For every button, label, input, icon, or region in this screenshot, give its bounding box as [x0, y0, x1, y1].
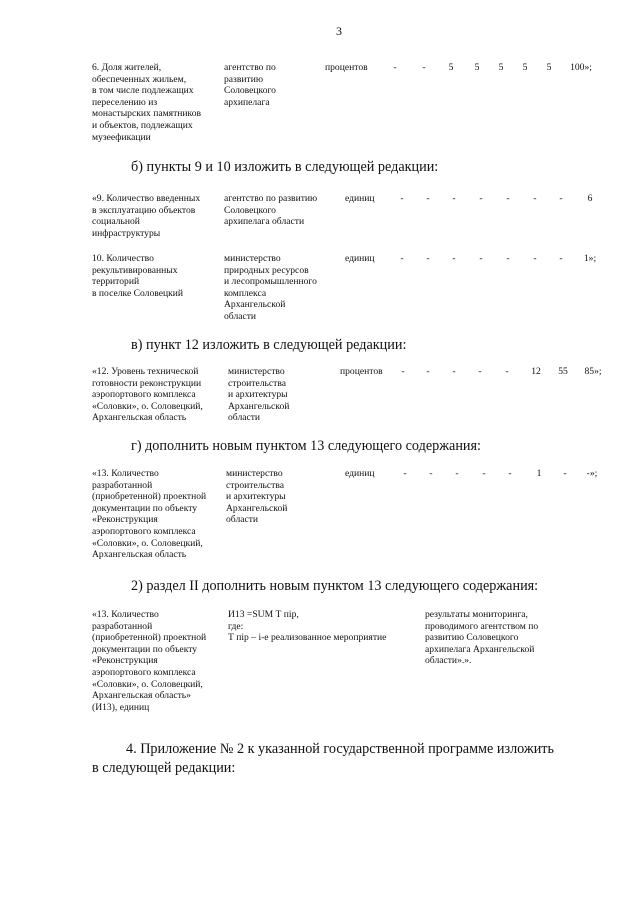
value-cell: - — [452, 366, 456, 377]
executor-cell: агентство по развитию Соловецкого архипелага — [224, 62, 276, 108]
value-cell: - — [452, 193, 456, 204]
section-heading-b: б) пункты 9 и 10 изложить в следующей редакции: — [131, 159, 439, 175]
page-number: 3 — [336, 24, 342, 38]
value-cell: - — [533, 253, 537, 264]
values-row — [0, 253, 640, 265]
value-cell: - — [400, 193, 404, 204]
source-cell: результаты мониторинга, проводимого агентством по развитию Соловецкого архипелага Архангельской области».». — [425, 609, 539, 667]
indicator-cell: «9. Количество введенных в эксплуатацию объектов социальной инфраструктуры — [92, 193, 201, 239]
value-cell: - — [563, 468, 567, 479]
value-cell: - — [426, 253, 430, 264]
value-cell: - — [479, 193, 483, 204]
value-cell: - — [533, 193, 537, 204]
section-heading-v: в) пункт 12 изложить в следующей редакции: — [131, 337, 407, 353]
value-cell: -»; — [586, 468, 598, 479]
value-cell: - — [559, 193, 563, 204]
value-cell: - — [506, 193, 510, 204]
value-cell: - — [505, 366, 509, 377]
value-cell: 6 — [587, 193, 593, 204]
value-cell: - — [479, 253, 483, 264]
unit-cell: единиц — [345, 468, 375, 479]
indicator-cell: «13. Количество разработанной (приобретенной) проектной документации по объекту «Реконструкция аэропортового комплекса «Соловки», о. Соловецкий, Архангельская область» (И13), единиц — [92, 609, 207, 713]
value-cell: 1 — [536, 468, 542, 479]
executor-cell: агентство по развитию Соловецкого архипелага области — [224, 193, 318, 228]
values-row — [0, 366, 640, 378]
value-cell: 55 — [558, 366, 568, 377]
value-cell: - — [426, 366, 430, 377]
section-heading-2: 2) раздел II дополнить новым пунктом 13 следующего содержания: — [131, 578, 539, 594]
values-row — [0, 62, 640, 74]
value-cell: - — [401, 366, 405, 377]
value-cell: 12 — [531, 366, 541, 377]
unit-cell: процентов — [325, 62, 368, 73]
value-cell: 85»; — [584, 366, 602, 377]
indicator-cell: 10. Количество рекультивированных территорий в поселке Соловецкий — [92, 253, 184, 299]
executor-cell: министерство строительства и архитектуры Архангельской области — [226, 468, 288, 526]
value-cell: 5 — [448, 62, 454, 73]
value-cell: 100»; — [570, 62, 592, 73]
values-row — [0, 468, 640, 480]
unit-cell: единиц — [345, 193, 375, 204]
indicator-cell: «13. Количество разработанной (приобретенной) проектной документации по объекту «Реконструкция аэропортового комплекса «Соловки», о. Соловецкий, Архангельская область — [92, 468, 207, 561]
indicator-cell: 6. Доля жителей, обеспеченных жильем, в том числе подлежащих переселению из монастырских памятников и объектов, подлежащих музеефикации — [92, 62, 202, 143]
value-cell: 5 — [522, 62, 528, 73]
value-cell: 5 — [474, 62, 480, 73]
value-cell: - — [400, 253, 404, 264]
value-cell: - — [403, 468, 407, 479]
value-cell: - — [426, 193, 430, 204]
value-cell: - — [452, 253, 456, 264]
value-cell: - — [559, 253, 563, 264]
values-row — [0, 193, 640, 205]
value-cell: - — [482, 468, 486, 479]
value-cell: - — [455, 468, 459, 479]
value-cell: - — [508, 468, 512, 479]
value-cell: 5 — [498, 62, 504, 73]
value-cell: 5 — [546, 62, 552, 73]
executor-cell: министерство строительства и архитектуры Архангельской области — [228, 366, 290, 424]
value-cell: - — [478, 366, 482, 377]
section-heading-g: г) дополнить новым пунктом 13 следующего содержания: — [131, 438, 481, 454]
value-cell: - — [422, 62, 426, 73]
formula-cell: И13 =SUM Т пip, где: Т пip – i-е реализованное мероприятие — [228, 609, 387, 644]
unit-cell: единиц — [345, 253, 375, 264]
value-cell: - — [429, 468, 433, 479]
value-cell: - — [506, 253, 510, 264]
value-cell: 1»; — [583, 253, 597, 264]
unit-cell: процентов — [340, 366, 383, 377]
executor-cell: министерство природных ресурсов и лесопромышленного комплекса Архангельской области — [224, 253, 317, 322]
indicator-cell: «12. Уровень технической готовности реконструкции аэропортового комплекса «Соловки», о. Соловецкий, Архангельская область — [92, 366, 203, 424]
paragraph-4: 4. Приложение № 2 к указанной государственной программе изложить в следующей редакции: — [92, 741, 554, 776]
value-cell: - — [393, 62, 397, 73]
